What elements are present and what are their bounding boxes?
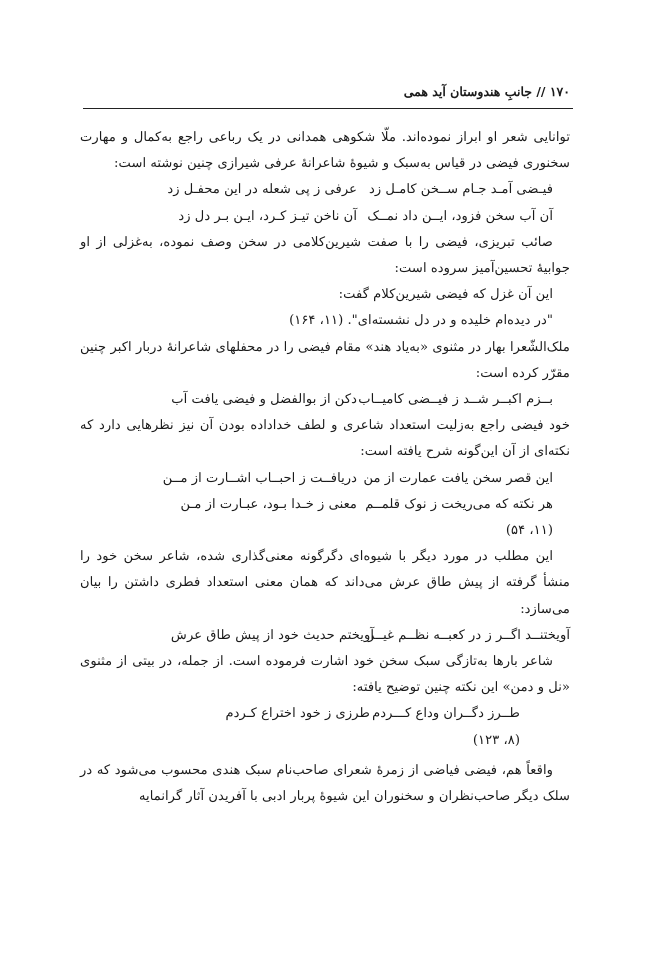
hemistich: فیـضی آمـد جـام ســخن کامـل زد: [368, 182, 553, 198]
paragraph: شاعر بارها به‌تازگی سبک سخن خود اشارت فرموده است. از جمله، در بیتی از مثنوی «نل و دمن» این نکته چنین توضیح یافته:: [80, 654, 570, 696]
paragraph: این مطلب در مورد دیگر با شیوه‌ای دگرگونه معنی‌گذاری شده، شاعر سخن خود را منشأ گرفته از پیش طاق عرش می‌داند که همان معنی استعداد فطری داشتن را بیان می‌سازد:: [80, 549, 570, 617]
verse-line: [80, 177, 570, 203]
quoted-verse: "در دیده‌ام خلیده و در دل نشسته‌ای". (۱۱، ۱۶۴): [289, 313, 553, 329]
citation: (۱۱، ۵۴): [505, 523, 553, 539]
citation: (۸، ۱۲۳): [472, 732, 520, 748]
verse-line: [80, 492, 570, 518]
page-body: [80, 125, 570, 810]
hemistich: هر نکته که می‌ریخت ز نوک قلمــم: [365, 496, 553, 512]
paragraph: توانایی شعر او ابراز نموده‌اند. ملّا شکوهی همدانی در یک رباعی راجع به‌کمال و مهارت سخنوری فیضی در قیاس به‌سبک و شیوهٔ شاعرانهٔ عرفی شیرازی چنین نوشته است:: [80, 130, 570, 172]
paragraph: واقعاً هم، فیضی فیاضی از زمرهٔ شعرای صاحب‌نام سبک هندی محسوب می‌شود که در سلک دیگر صاحب‌نظران و سخنوران این شیوهٔ پربار ادبی با آفریدن آثار گرانمایه: [80, 762, 570, 805]
hemistich: آویختنــد اگــر ز در کعبــه نظــم غیــر: [368, 627, 570, 643]
hemistich: دریافــت ز احبــاب اشــارت از مــن: [162, 470, 357, 486]
hemistich: طرزی ز خود اختراع کـردم: [225, 706, 370, 722]
hemistich: طــرز دگــران وداع کـــردم: [372, 706, 520, 722]
paragraph: ملک‌الشّعرا بهار در مثنوی «به‌یاد هند» مقام فیضی را در محفلهای شاعرانهٔ دربار اکبر چنین مقرّر کرده است:: [80, 339, 570, 381]
hemistich: این قصر سخن یافت عمارت از من: [363, 470, 553, 486]
verse-line: [80, 466, 570, 492]
hemistich: عرفی ز پی شعله در این محفـل زد: [167, 182, 357, 198]
header-divider: [83, 108, 573, 109]
quoted-verse: این آن غزل که فیضی شیرین‌کلام گفت:: [338, 287, 553, 303]
hemistich: آن آب سخن فزود، ایــن داد نمــک: [367, 208, 553, 224]
hemistich: دکن از بوالفضل و فیضی یافت آب: [171, 392, 357, 408]
paragraph: خود فیضی راجع به‌زلیت استعداد شاعری و لطف خداداده بودن آن نیز نظرهایی دارد که نکته‌ای از آن این‌گونه شرح یافته است:: [80, 418, 570, 460]
verse-line: [80, 204, 570, 230]
verse-line: [80, 387, 570, 413]
hemistich: معنی ز خـدا بـود، عبـارت از مـن: [180, 496, 357, 512]
paragraph: صائب تبریزی، فیضی را با صفت شیرین‌کلامی در سخن وصف نموده، به‌غزلی از او جوابیهٔ تحسین‌آمیز سروده است:: [80, 234, 570, 277]
hemistich: آویختم حدیث خود از پیش طاق عرش: [170, 627, 374, 643]
hemistich: بــزم اکبــر شــد ز فیــضی کامیــاب: [358, 392, 553, 408]
running-header: ۱۷۰ // جانبِ هندوستان آید همی: [403, 84, 570, 99]
hemistich: آن ناخن تیـز کـرد، ایـن بـر دل زد: [178, 208, 357, 224]
verse-line: [80, 623, 570, 649]
verse-line: [80, 701, 570, 727]
